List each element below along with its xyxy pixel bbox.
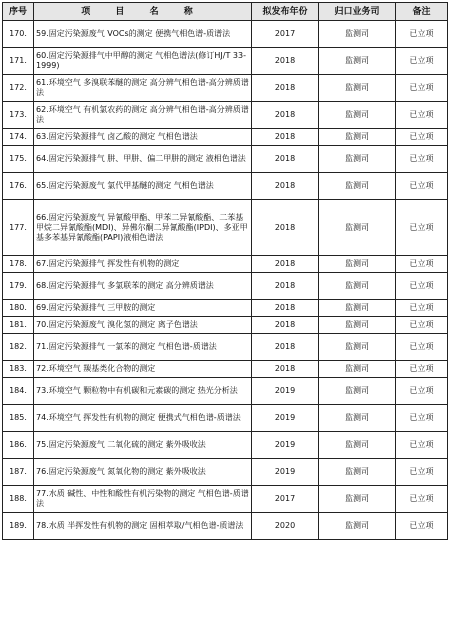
cell-no: 183. [3, 361, 34, 378]
cell-year: 2018 [252, 256, 319, 273]
cell-note: 已立项 [396, 173, 448, 200]
cell-dept: 监测司 [319, 361, 396, 378]
table-row [3, 334, 448, 361]
cell-no: 178. [3, 256, 34, 273]
cell-dept: 监测司 [319, 21, 396, 48]
cell-year: 2018 [252, 200, 319, 256]
table-row [3, 75, 448, 102]
table-row [3, 21, 448, 48]
cell-note: 已立项 [396, 513, 448, 540]
table-row [3, 459, 448, 486]
cell-name: 66.固定污染源废气 异氰酸甲酯、甲苯二异氰酸酯、二苯基甲烷二异氰酸酯(MDI)、异佛尔酮二异氰酸酯(IPDI)、多亚甲基多苯基异氰酸酯(PAPI)液相色谱法 [34, 200, 252, 256]
cell-no: 182. [3, 334, 34, 361]
header-no: 序号 [3, 3, 34, 21]
cell-year: 2018 [252, 146, 319, 173]
cell-year: 2018 [252, 48, 319, 75]
cell-year: 2017 [252, 21, 319, 48]
cell-note: 已立项 [396, 334, 448, 361]
cell-dept: 监测司 [319, 173, 396, 200]
table-row [3, 486, 448, 513]
cell-year: 2020 [252, 513, 319, 540]
cell-no: 187. [3, 459, 34, 486]
cell-dept: 监测司 [319, 273, 396, 300]
cell-year: 2018 [252, 173, 319, 200]
cell-name: 67.固定污染源排气 挥发性有机物的测定 [34, 256, 252, 273]
cell-no: 170. [3, 21, 34, 48]
table-row [3, 146, 448, 173]
cell-name: 61.环境空气 多溴联苯醚的测定 高分辨气相色谱-高分辨质谱法 [34, 75, 252, 102]
cell-dept: 监测司 [319, 256, 396, 273]
cell-note: 已立项 [396, 486, 448, 513]
cell-no: 181. [3, 317, 34, 334]
cell-dept: 监测司 [319, 513, 396, 540]
cell-dept: 监测司 [319, 146, 396, 173]
cell-no: 173. [3, 102, 34, 129]
cell-no: 180. [3, 300, 34, 317]
cell-no: 171. [3, 48, 34, 75]
cell-year: 2019 [252, 378, 319, 405]
cell-note: 已立项 [396, 200, 448, 256]
table-row [3, 48, 448, 75]
cell-note: 已立项 [396, 378, 448, 405]
header-row [3, 3, 448, 21]
cell-note: 已立项 [396, 361, 448, 378]
cell-note: 已立项 [396, 317, 448, 334]
cell-year: 2018 [252, 317, 319, 334]
cell-name: 62.环境空气 有机氯农药的测定 高分辨气相色谱-高分辨质谱法 [34, 102, 252, 129]
cell-dept: 监测司 [319, 317, 396, 334]
cell-note: 已立项 [396, 146, 448, 173]
cell-no: 186. [3, 432, 34, 459]
cell-dept: 监测司 [319, 300, 396, 317]
cell-no: 189. [3, 513, 34, 540]
standards-table [2, 2, 448, 540]
cell-year: 2018 [252, 334, 319, 361]
table-row [3, 432, 448, 459]
cell-year: 2018 [252, 102, 319, 129]
cell-note: 已立项 [396, 273, 448, 300]
cell-no: 188. [3, 486, 34, 513]
cell-no: 179. [3, 273, 34, 300]
cell-name: 72.环境空气 羰基类化合物的测定 [34, 361, 252, 378]
cell-name: 77.水质 碱性、中性和酸性有机污染物的测定 气相色谱-质谱法 [34, 486, 252, 513]
cell-dept: 监测司 [319, 459, 396, 486]
cell-name: 69.固定污染源排气 三甲胺的测定 [34, 300, 252, 317]
cell-dept: 监测司 [319, 48, 396, 75]
cell-dept: 监测司 [319, 378, 396, 405]
cell-no: 175. [3, 146, 34, 173]
cell-no: 177. [3, 200, 34, 256]
cell-year: 2018 [252, 361, 319, 378]
table-row [3, 361, 448, 378]
cell-name: 65.固定污染源废气 氯代甲基醚的测定 气相色谱法 [34, 173, 252, 200]
cell-dept: 监测司 [319, 432, 396, 459]
cell-dept: 监测司 [319, 334, 396, 361]
cell-name: 73.环境空气 颗粒物中有机碳和元素碳的测定 热光分析法 [34, 378, 252, 405]
cell-dept: 监测司 [319, 102, 396, 129]
cell-year: 2019 [252, 459, 319, 486]
cell-name: 63.固定污染源排气 卤乙酸的测定 气相色谱法 [34, 129, 252, 146]
header-year: 拟发布年份 [252, 3, 319, 21]
cell-no: 176. [3, 173, 34, 200]
cell-year: 2017 [252, 486, 319, 513]
table-row [3, 200, 448, 256]
cell-year: 2018 [252, 129, 319, 146]
cell-dept: 监测司 [319, 200, 396, 256]
cell-note: 已立项 [396, 21, 448, 48]
cell-year: 2019 [252, 405, 319, 432]
cell-note: 已立项 [396, 432, 448, 459]
cell-name: 59.固定污染源废气 VOCs的测定 便携气相色谱-质谱法 [34, 21, 252, 48]
cell-dept: 监测司 [319, 75, 396, 102]
table-row [3, 513, 448, 540]
cell-no: 184. [3, 378, 34, 405]
table-row [3, 317, 448, 334]
cell-note: 已立项 [396, 300, 448, 317]
cell-name: 76.固定污染源废气 氮氧化物的测定 紫外吸收法 [34, 459, 252, 486]
cell-name: 68.固定污染源排气 多氯联苯的测定 高分辨质谱法 [34, 273, 252, 300]
cell-year: 2019 [252, 432, 319, 459]
cell-no: 174. [3, 129, 34, 146]
cell-dept: 监测司 [319, 129, 396, 146]
table-row [3, 273, 448, 300]
table-row [3, 300, 448, 317]
cell-note: 已立项 [396, 75, 448, 102]
cell-name: 64.固定污染源排气 肼、甲肼、偏二甲肼的测定 液相色谱法 [34, 146, 252, 173]
table-row [3, 378, 448, 405]
cell-note: 已立项 [396, 256, 448, 273]
header-name: 项 目 名 称 [34, 3, 252, 21]
cell-note: 已立项 [396, 48, 448, 75]
cell-year: 2018 [252, 273, 319, 300]
cell-name: 60.固定污染源排气中甲醇的测定 气相色谱法(修订HJ/T 33-1999) [34, 48, 252, 75]
cell-note: 已立项 [396, 129, 448, 146]
cell-year: 2018 [252, 300, 319, 317]
cell-dept: 监测司 [319, 486, 396, 513]
cell-dept: 监测司 [319, 405, 396, 432]
cell-note: 已立项 [396, 459, 448, 486]
cell-name: 78.水质 半挥发性有机物的测定 固相萃取/气相色谱-质谱法 [34, 513, 252, 540]
table-row [3, 129, 448, 146]
header-dept: 归口业务司 [319, 3, 396, 21]
table-row [3, 102, 448, 129]
cell-no: 185. [3, 405, 34, 432]
cell-name: 71.固定污染源排气 一氯苯的测定 气相色谱-质谱法 [34, 334, 252, 361]
table-row [3, 256, 448, 273]
table-row [3, 173, 448, 200]
header-note: 备注 [396, 3, 448, 21]
cell-note: 已立项 [396, 405, 448, 432]
cell-no: 172. [3, 75, 34, 102]
cell-name: 75.固定污染源废气 二氧化硫的测定 紫外吸收法 [34, 432, 252, 459]
cell-name: 74.环境空气 挥发性有机物的测定 便携式气相色谱-质谱法 [34, 405, 252, 432]
cell-note: 已立项 [396, 102, 448, 129]
cell-year: 2018 [252, 75, 319, 102]
table-row [3, 405, 448, 432]
cell-name: 70.固定污染源废气 溴化氢的测定 离子色谱法 [34, 317, 252, 334]
